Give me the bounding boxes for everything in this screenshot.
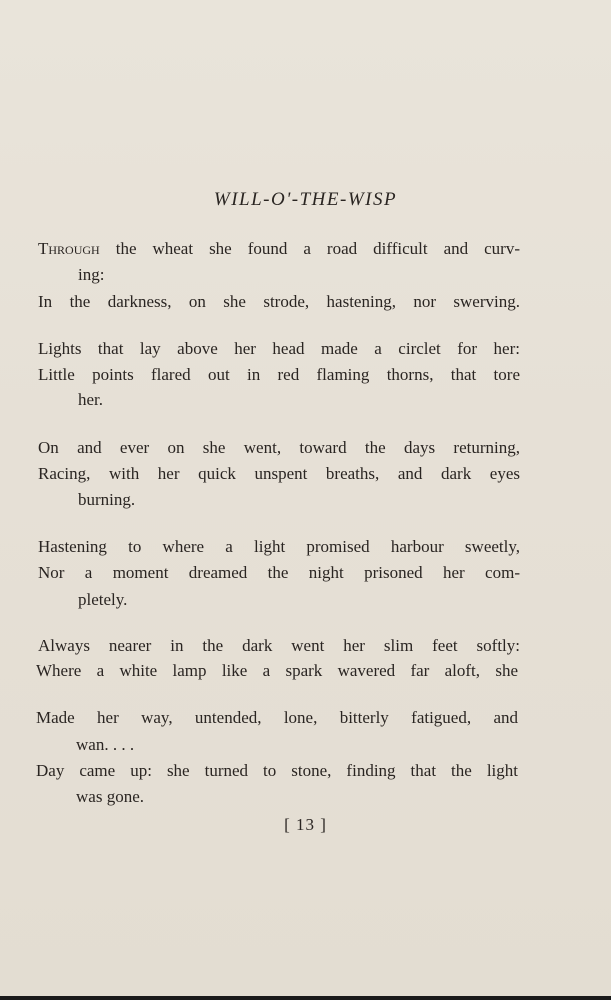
poem-line: Made her way, untended, lone, bitterly fatigued, and xyxy=(36,708,518,727)
poem-line: Hastening to where a light promised harbour sweetly, xyxy=(38,537,520,556)
line-text: the wheat she found a road difficult and curv- xyxy=(99,239,520,258)
page-number: [ 13 ] xyxy=(284,815,327,834)
poem-line: burning. xyxy=(78,490,136,509)
poem-line: Nor a moment dreamed the night prisoned her com- xyxy=(38,563,520,582)
poem-line: Day came up: she turned to stone, finding that the light xyxy=(36,761,518,780)
poem-line: Lights that lay above her head made a circlet for her: xyxy=(38,339,520,358)
poem-line xyxy=(38,238,520,260)
poem-line: wan. . . . xyxy=(76,735,135,754)
poem-line: her. xyxy=(78,390,104,409)
poem-title: WILL-O'-THE-WISP xyxy=(213,189,398,210)
poem-line: was gone. xyxy=(76,787,144,806)
poem-line: On and ever on she went, toward the days returning, xyxy=(38,438,520,457)
drop-word: Through xyxy=(38,239,100,258)
poem-line: Always nearer in the dark went her slim feet softly: xyxy=(38,636,520,655)
poem-line: In the darkness, on she strode, hastening, nor swerving. xyxy=(38,292,520,311)
poem-line: ing: xyxy=(78,265,105,284)
poem-line: Where a white lamp like a spark wavered far aloft, she xyxy=(36,661,518,680)
poem-line: pletely. xyxy=(78,590,128,609)
poem-line: Little points flared out in red flaming thorns, that tore xyxy=(38,365,520,384)
poem-line: Racing, with her quick unspent breaths, and dark eyes xyxy=(38,464,520,483)
page-edge xyxy=(0,996,611,1000)
